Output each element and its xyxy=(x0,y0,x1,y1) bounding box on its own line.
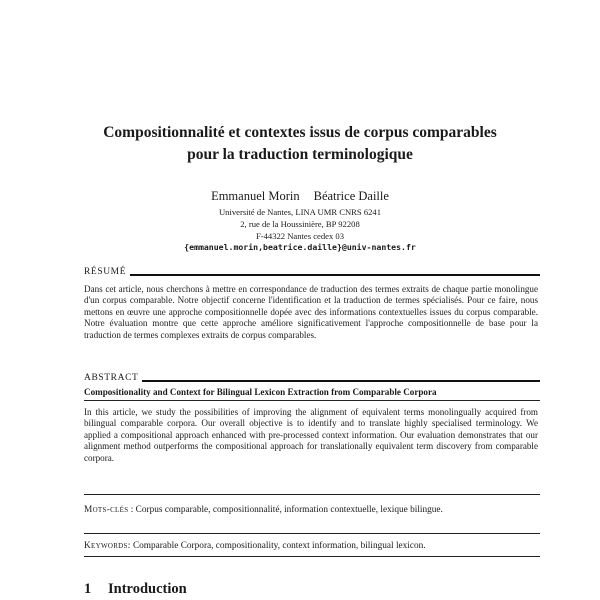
section-heading-introduction xyxy=(84,580,187,598)
section-number: 1 xyxy=(84,581,92,597)
keywords-english-text: Comparable Corpora, compositionality, context information, bilingual lexicon. xyxy=(132,541,426,551)
keywords-french-text: Corpus comparable, compositionnalité, information contextuelle, lexique bilingue. xyxy=(135,505,443,515)
affiliation-line: F-44322 Nantes cedex 03 xyxy=(255,231,345,241)
section-title: Introduction xyxy=(108,581,187,597)
paper-title-line-1: Compositionnalité et contextes issus de corpus comparables xyxy=(103,124,497,141)
paper-title-line-2: pour la traduction terminologique xyxy=(187,146,413,163)
keywords-english-label: Keywords: xyxy=(84,541,131,551)
affiliation xyxy=(60,206,540,242)
keywords-english xyxy=(84,540,538,552)
abstract-heading xyxy=(84,372,540,384)
heading-rule xyxy=(130,274,540,276)
author-name: Emmanuel Morin xyxy=(211,189,300,203)
resume-heading-label: RÉSUMÉ xyxy=(84,267,127,277)
resume-paragraph: Dans cet article, nous cherchons à mettre en correspondance de traduction des termes extraits de chaque partie monolingue d'un corpus comparable. Notre objectif concerne l'identification et la traduction de termes spécialisés. Pour ce faire, nous mettons en œuvre une approche compositionnelle dopée avec des informations contextuelles issues du corpus comparable. Notre évaluation montre que cette approche améliore significativement l'approche compositionnelle de base pour la traduction de termes complexes extraits de corpus comparables. xyxy=(84,284,538,340)
affiliation-line: Université de Nantes, LINA UMR CNRS 6241 xyxy=(218,207,382,217)
divider xyxy=(84,494,540,495)
abstract-english-title: Compositionality and Context for Bilingual Lexicon Extraction from Comparable Corpora xyxy=(84,387,437,397)
keywords-french: Mots-clés : Corpus comparable, compositionnalité, information contextuelle, lexique bilingue. xyxy=(84,505,443,515)
resume-heading xyxy=(84,266,540,278)
heading-rule xyxy=(142,380,540,382)
divider xyxy=(84,400,540,401)
affiliation-line: 2, rue de la Houssinière, BP 92208 xyxy=(240,219,360,229)
author-list xyxy=(60,188,540,204)
keywords-french-label: Mots-clés xyxy=(84,505,129,515)
abstract-paragraph: In this article, we study the possibilities of improving the alignment of equivalent terms monolingually acquired from bilingual comparable corpora. Our overall objective is to identify and to translate highly specialised terminology. We applied a compositional approach enhanced with pre-processed context information. Our evaluation demonstrates that our alignment method outperforms the compositional approach for translationally equivalent term discovery from comparable corpora. xyxy=(84,407,538,463)
author-name: Béatrice Daille xyxy=(313,189,389,203)
abstract-heading-label: ABSTRACT xyxy=(84,373,139,383)
divider xyxy=(84,556,540,557)
paper-title xyxy=(60,122,540,166)
author-email: {emmanuel.morin,beatrice.daille}@univ-nantes.fr xyxy=(184,242,416,252)
divider xyxy=(84,533,540,534)
